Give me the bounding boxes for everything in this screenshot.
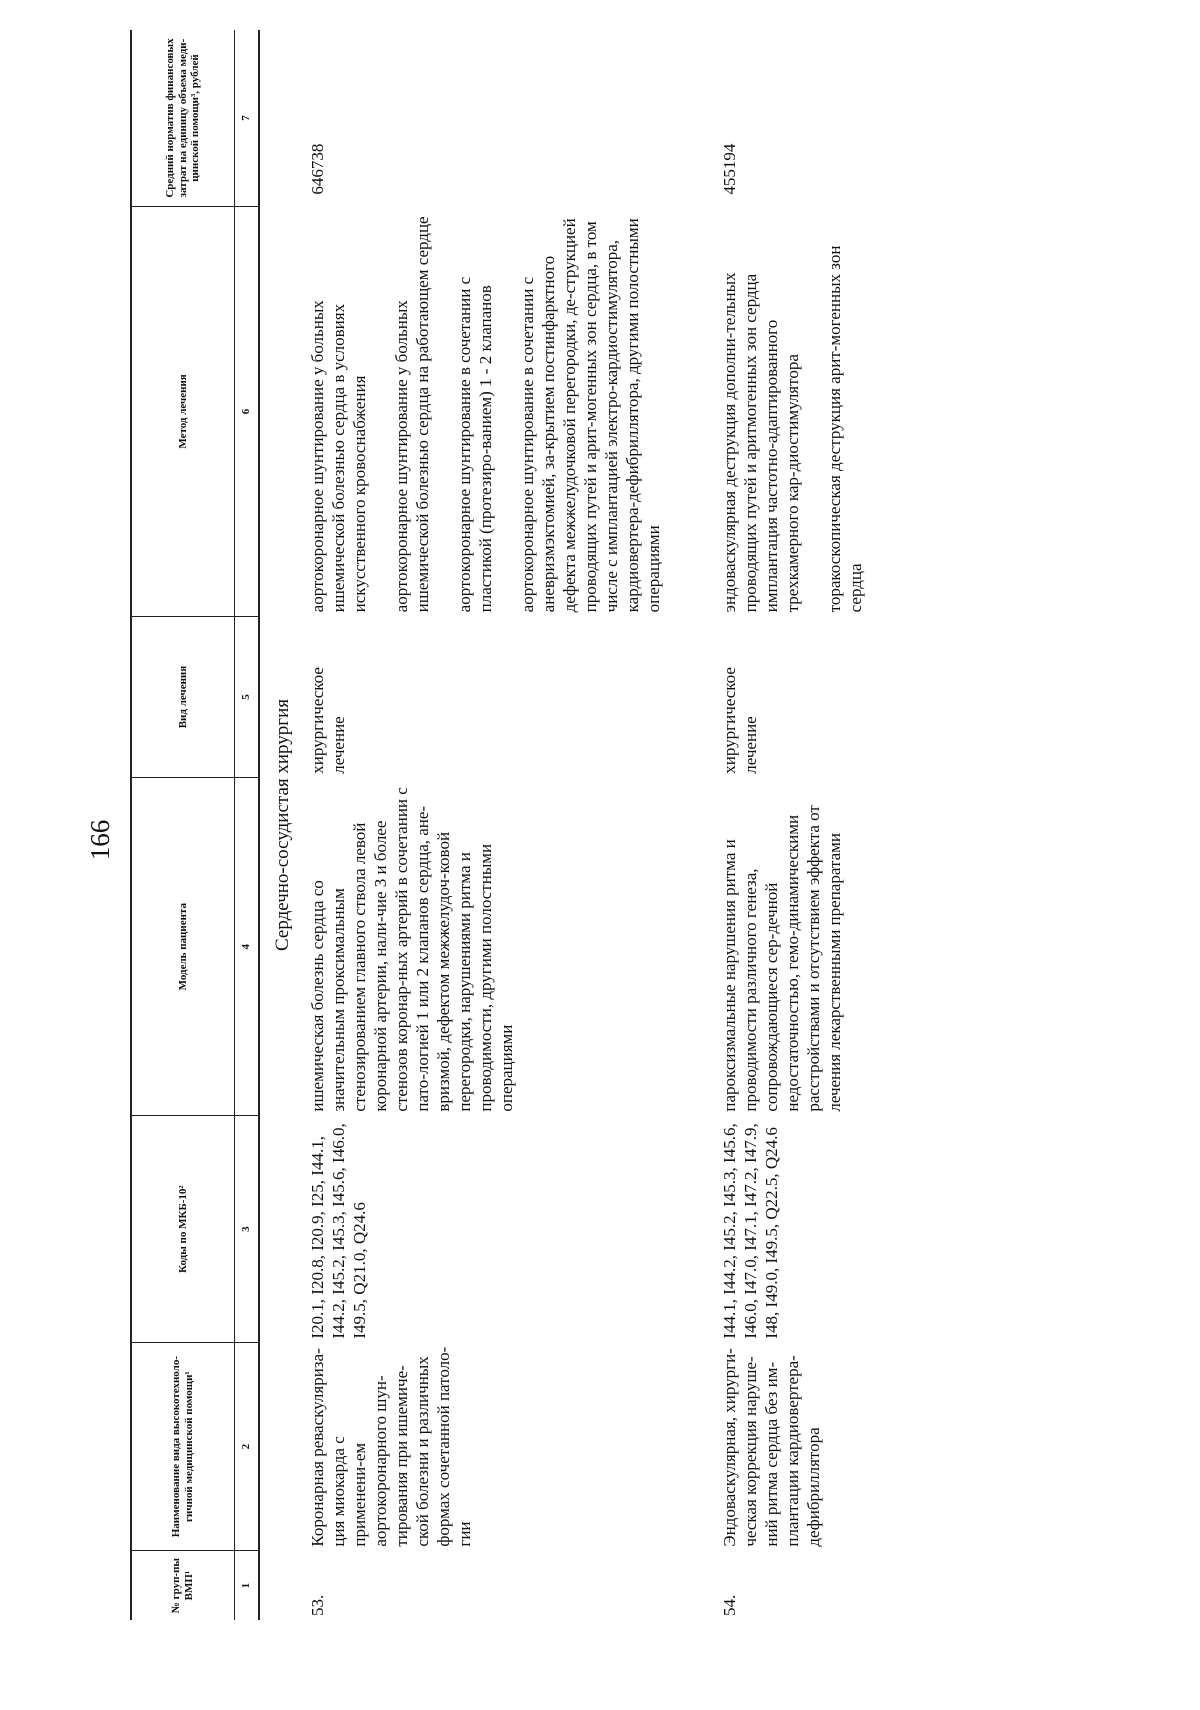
patient-model: ишемическая болезнь сердца со значительным проксимальным стенозированием главного ствола левой коронарной артерии, нали-чие 3 и более стенозов коронар-ных артерий в сочетании с пато-логией 1 или 2 клапанов сердца, ане-вризмой, дефектом межжелудоч-ковой перегородки, нарушениями ритма и проводимости, другими полостными операциями — [308, 787, 516, 1112]
patient-model: пароксизмальные нарушения ритма и проводимости различного генеза, сопровождающиеся сер-дечной недостаточностью, гемо-динамическими расстройствами и отсутствием эффекта от лечения лекарственными препаратами — [720, 805, 844, 1112]
header-cost-standard: Средний норматив финансовых затрат на единицу объема меди-цинской помощи³, рублей — [131, 30, 235, 207]
header-patient-model: Модель пациента — [131, 778, 235, 1116]
treatment-methods — [715, 207, 917, 617]
vmp-table — [130, 30, 917, 1620]
header-treatment-method: Метод лечения — [131, 207, 235, 617]
column-number: 6 — [235, 207, 260, 617]
treatment-method: торакоскопическая деструкция арит-могенных зон сердца — [825, 245, 865, 613]
cost-value: 646738 — [308, 143, 327, 195]
group-number: 54. — [720, 1594, 739, 1616]
cost-value: 455194 — [720, 143, 739, 195]
treatment-method: эндоваскулярная деструкция дополни-тельных проводящих путей и аритмогенных зон сердца имплантация частотно-адаптированного трехкамерного кар-диостимулятора — [720, 272, 802, 613]
column-number: 2 — [235, 1343, 260, 1551]
column-number: 1 — [235, 1551, 260, 1620]
header-icd-codes: Коды по МКБ-10² — [131, 1116, 235, 1343]
treatment-method: аортокоронарное шунтирование в сочетании с пластикой (протезиро-ванием) 1 - 2 клапанов — [455, 276, 495, 613]
icd-codes: I44.1, I44.2, I45.2, I45.3, I45.6, I46.0, I47.0, I47.1, I47.2, I47.9, I48, I49.0, I49.5, Q22.5, Q24.6 — [720, 1123, 781, 1339]
treatment-methods — [303, 207, 715, 617]
header-group-number: № груп-пы ВМП¹ — [131, 1551, 235, 1620]
header-treatment-type: Вид лечения — [131, 616, 235, 777]
treatment-type: хирургическое лечение — [308, 667, 348, 774]
section-row — [259, 30, 303, 1620]
header-vmp-name: Наименование вида высокотехноло-гичной медицинской помощи¹ — [131, 1343, 235, 1551]
icd-codes: I20.1, I20.8, I20.9, I25, I44.1, I44.2, I45.2, I45.3, I45.6, I46.0, I49.5, Q21.0, Q24.6 — [308, 1123, 369, 1339]
vmp-name: Коронарная реваскуляриза-ция миокарда с применени-ем аортокоронарного шун-тирования при ишемиче-ской болезни и различных формах сочетанной патоло-гии — [308, 1346, 474, 1547]
column-number: 4 — [235, 778, 260, 1116]
column-number-row — [235, 30, 260, 1620]
treatment-method: аортокоронарное шунтирование в сочетании с аневризмэктомией, за-крытием постинфарктного дефекта межжелудочковой перегородки, де-струкцией проводящих путей и арит-могенных зон сердца, в том числе с имплантацией электро-кардиостимулятора, кардиовертера-дефибриллятора, другими полостными операциями — [518, 218, 663, 613]
group-number: 53. — [308, 1594, 327, 1616]
treatment-method: аортокоронарное шунтирование у больных ишемической болезнью сердца на работающем сердце — [392, 216, 432, 613]
column-number: 7 — [235, 30, 260, 207]
column-number: 3 — [235, 1116, 260, 1343]
table-row — [303, 30, 715, 1620]
treatment-method: аортокоронарное шунтирование у больных ишемической болезнью сердца в условиях искусственного кровоснабжения — [308, 300, 369, 613]
column-number: 5 — [235, 616, 260, 777]
vmp-name: Эндоваскулярная, хирурги-ческая коррекция наруше-ний ритма сердца без им-плантации кардиовертера-дефибриллятора — [720, 1348, 823, 1547]
page-number: 166 — [85, 819, 115, 861]
section-title: Сердечно-сосудистая хирургия — [272, 699, 293, 952]
table-row — [715, 30, 917, 1620]
treatment-type: хирургическое лечение — [720, 667, 760, 774]
header-row — [131, 30, 235, 1620]
